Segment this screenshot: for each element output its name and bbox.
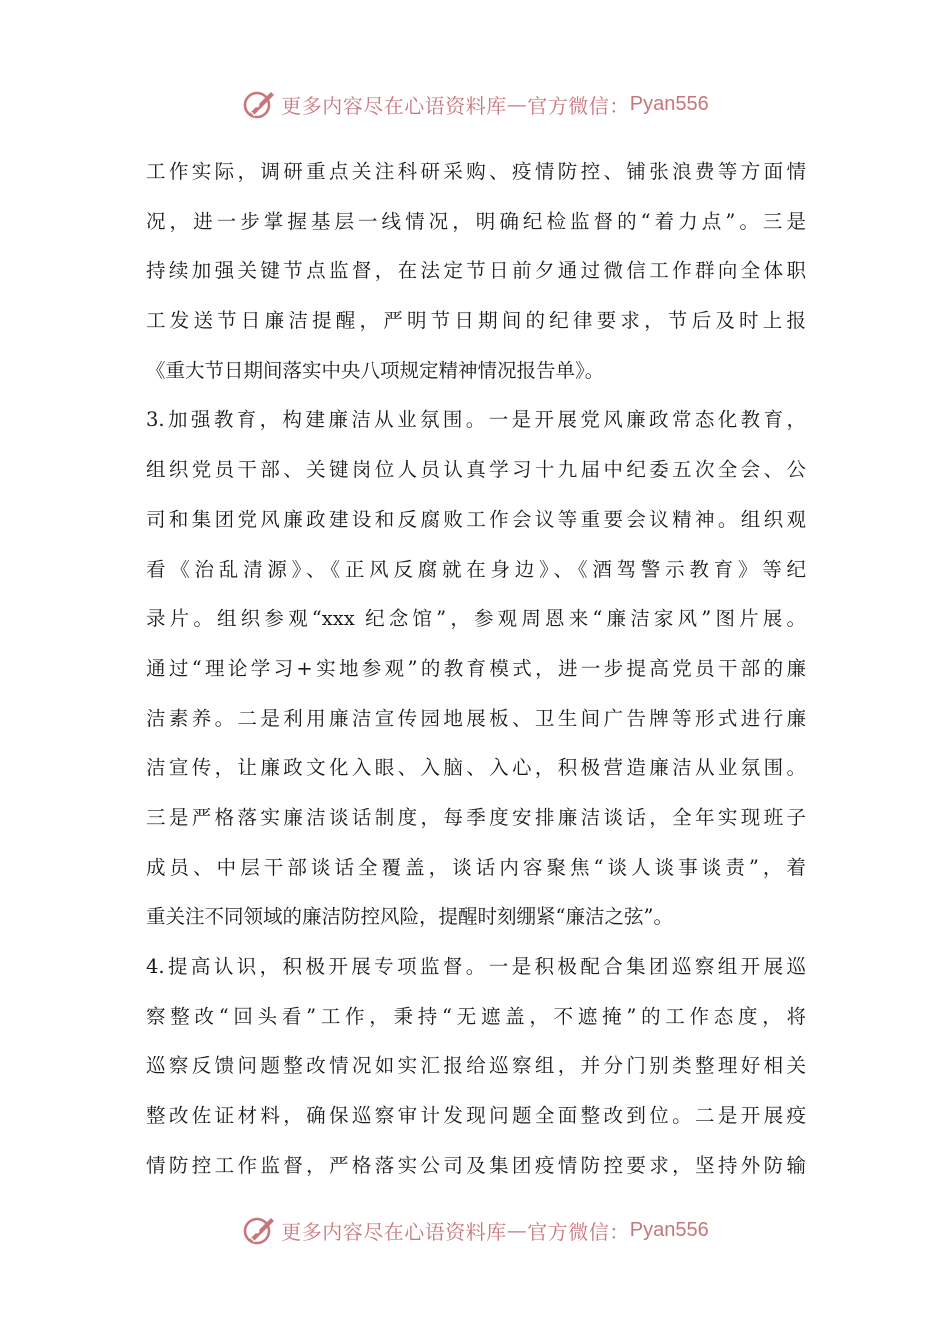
- footer-watermark-banner: [0, 1210, 950, 1250]
- document-body: [146, 147, 806, 1190]
- text-line: 持续加强关键节点监督，在法定节日前夕通过微信工作群向全体职: [146, 259, 806, 283]
- banner-dash: —: [506, 1218, 528, 1242]
- text-line: 整改佐证材料，确保巡察审计发现问题全面整改到位。二是开展疫: [146, 1104, 806, 1128]
- banner-dash: —: [506, 92, 528, 116]
- text-line: 成员、中层干部谈话全覆盖，谈话内容聚焦“谈人谈事谈责”，着: [146, 855, 806, 879]
- quill-seal-logo-icon: [241, 1212, 277, 1248]
- text-line: 4.提高认识，积极开展专项监督。一是积极配合集团巡察组开展巡: [146, 955, 806, 978]
- text-line: 重关注不同领域的廉洁防控风险，提醒时刻绷紧“廉洁之弦”。: [146, 905, 673, 929]
- text-line: 察整改“回头看”工作，秉持“无遮盖，不遮掩”的工作态度，将: [146, 1004, 806, 1028]
- quill-seal-logo-icon: [241, 86, 277, 122]
- banner-main-text: 更多内容尽在心语资料库: [281, 93, 507, 118]
- text-line: 洁素养。二是利用廉洁宣传园地展板、卫生间广告牌等形式进行廉: [146, 706, 806, 730]
- text-line: 况，进一步掌握基层一线情况，明确纪检监督的“着力点”。三是: [146, 209, 806, 233]
- text-line: 录片。组织参观“xxx 纪念馆”，参观周恩来“廉洁家风”图片展。: [146, 607, 806, 631]
- text-line: 看《治乱清源》、《正风反腐就在身边》、《酒驾警示教育》等纪: [146, 557, 806, 581]
- banner-wechat-label: 官方微信：: [527, 1219, 630, 1244]
- text-line: 司和集团党风廉政建设和反腐败工作会议等重要会议精神。组织观: [146, 507, 806, 531]
- banner-main-text: 更多内容尽在心语资料库: [281, 1219, 507, 1244]
- banner-wechat-label: 官方微信：: [527, 93, 630, 118]
- text-line: 3.加强教育，构建廉洁从业氛围。一是开展党风廉政常态化教育，: [146, 408, 806, 432]
- text-line: 组织党员干部、关键岗位人员认真学习十九届中纪委五次全会、公: [146, 458, 806, 482]
- text-line: 巡察反馈问题整改情况如实汇报给巡察组，并分门别类整理好相关: [146, 1054, 806, 1078]
- text-line: 三是严格落实廉洁谈话制度，每季度安排廉洁谈话，全年实现班子: [146, 805, 806, 829]
- text-line: 工发送节日廉洁提醒，严明节日期间的纪律要求，节后及时上报: [146, 309, 806, 333]
- text-line: 《重大节日期间落实中央八项规定精神情况报告单》。: [146, 358, 605, 382]
- text-line: 洁宣传，让廉政文化入眼、入脑、入心，积极营造廉洁从业氛围。: [146, 756, 806, 780]
- text-line: 工作实际，调研重点关注科研采购、疫情防控、铺张浪费等方面情: [146, 160, 806, 183]
- banner-wechat-id: Pyan556: [629, 92, 709, 115]
- text-line: 情防控工作监督，严格落实公司及集团疫情防控要求，坚持外防输: [146, 1153, 806, 1177]
- text-line: 通过“理论学习+实地参观”的教育模式，进一步提高党员干部的廉: [146, 656, 806, 680]
- banner-wechat-id: Pyan556: [629, 1218, 709, 1241]
- header-watermark-banner: [0, 84, 950, 124]
